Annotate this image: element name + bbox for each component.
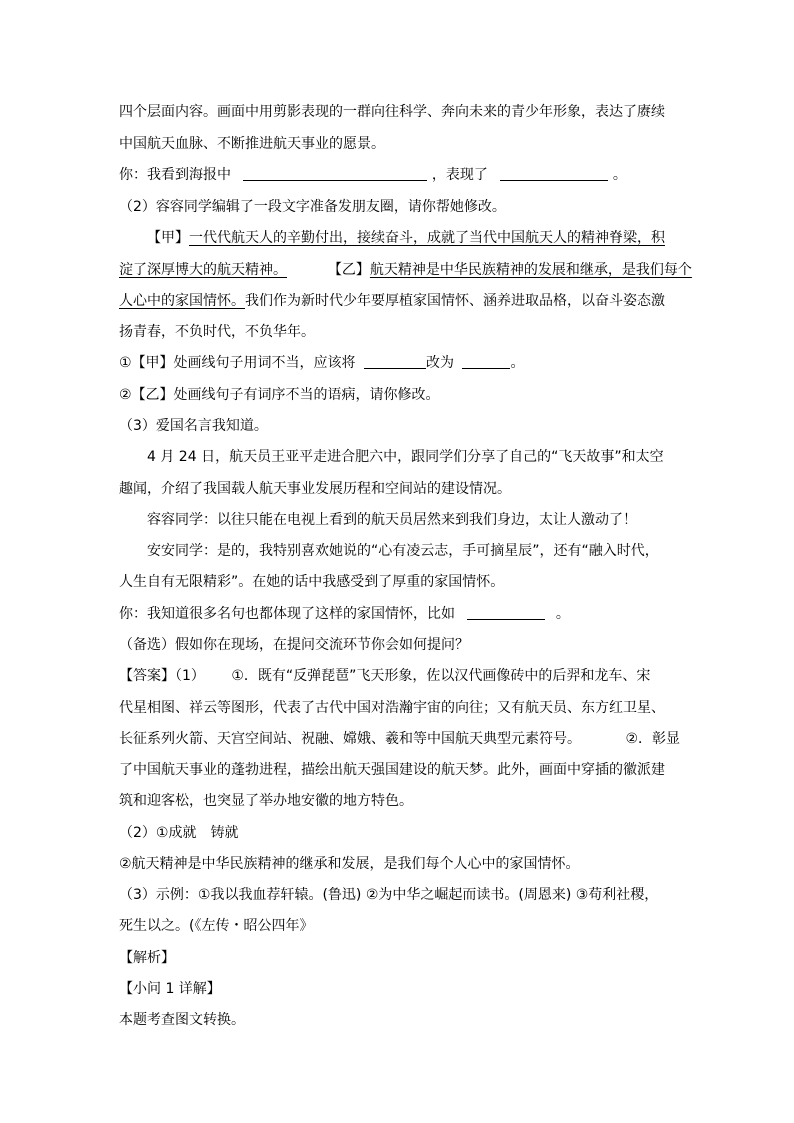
answer-line-1 (119, 666, 650, 686)
answer-1-line-3-tail: ②．彰显 (625, 731, 681, 747)
q3-heading: （3）爱国名言我知道。 (119, 418, 268, 434)
answer-2-line-1: （2）①成就 铸就 (119, 825, 239, 841)
yi-sentence-part-2: 人心中的家国情怀。 (119, 293, 245, 309)
intro-line-1: 四个层面内容。画面中用剪影表现的一群向往科学、奔向未来的青少年形象，表达了赓续 (119, 104, 665, 120)
quote-blank[interactable] (467, 605, 545, 620)
answer-3-line-2: 死生以之。(《左传・昭公四年》 (119, 918, 314, 934)
item1-blank-to[interactable] (462, 354, 510, 369)
q3-para-3-line-1: 安安同学：是的，我特别喜欢她说的“心有凌云志，手可摘星辰”，还有“融入时代， (147, 543, 659, 559)
q3-backup: （备选）假如你在现场，在提问交流环节你会如何提问？ (119, 637, 469, 653)
answer-1-line-2: 代星相图、祥云等图形，代表了古代中国对浩瀚宇宙的向往；又有航天员、东方红卫星、 (119, 700, 665, 716)
answer-1-lead: ①．既有“反弹琵琶”飞天形象，佐以汉代画像砖中的后羿和龙车、宋 (231, 668, 651, 684)
intro-you-mid: ，表现了 (431, 167, 488, 183)
yi-sentence-part-1: 航天精神是中华民族精神的发展和继承，是我们每个 (369, 262, 692, 278)
q2-item-2: ②【乙】处画线句子有词序不当的语病，请你修改。 (119, 387, 440, 403)
answer-2-line-2: ②航天精神是中华民族精神的继承和发展，是我们每个人心中的家国情怀。 (119, 856, 580, 872)
item1-blank-from[interactable] (364, 354, 426, 369)
answer-blank-1[interactable] (243, 166, 427, 181)
q2-heading: （2）容容同学编辑了一段文字准备发朋友圈，请你帮她修改。 (119, 199, 506, 215)
q2-jia-line-1 (147, 228, 665, 248)
analysis-sub: 【小问 1 详解】 (119, 981, 221, 997)
q2-item-1 (119, 353, 524, 373)
yi-tag: 【乙】 (327, 262, 370, 278)
q2-yi-line-2 (119, 291, 665, 311)
q3-para-1-line-2: 趣闻，介绍了我国载人航天事业发展历程和空间站的建设情况。 (119, 481, 511, 497)
q2-rest-line: 扬青春，不负时代，不负华年。 (119, 324, 315, 340)
q3-para-2: 容容同学：以往只能在电视上看到的航天员居然来到我们身边，太让人激动了！ (147, 512, 637, 528)
jia-tag: 【甲】 (147, 230, 189, 246)
answer-1-line-3-text: 长征系列火箭、天宫空间站、祝融、嫦娥、羲和等中国航天典型元素符号。 (119, 731, 581, 747)
jia-sentence-part-2: 淀了深厚博大的航天精神。 (119, 262, 287, 278)
intro-you-prefix: 你：我看到海报中 (119, 167, 231, 183)
answer-tag: 【答案】 (119, 668, 175, 684)
intro-answer-line (119, 165, 627, 185)
q2-jia-line-2 (119, 260, 692, 280)
q3-answer-line (119, 604, 570, 624)
item1-text-c: 。 (510, 355, 525, 371)
q3-para-1-line-1: 4 月 24 日，航天员王亚平走进合肥六中，跟同学们分享了自己的“飞天故事”和太空 (147, 449, 664, 465)
q3-you-prefix: 你：我知道很多名句也都体现了这样的家国情怀，比如 (119, 606, 455, 622)
answer-num-1: （1） (175, 668, 205, 684)
answer-1-line-4: 了中国航天事业的蓬勃进程，描绘出航天强国建设的航天梦。此外，画面中穿插的徽派建 (119, 762, 665, 778)
q3-you-end: 。 (555, 606, 570, 622)
intro-you-end: 。 (612, 167, 627, 183)
item1-text-a: ①【甲】处画线句子用词不当，应该将 (119, 355, 356, 371)
jia-sentence-part-1: 一代代航天人的辛勤付出，接续奋斗，成就了当代中国航天人的精神脊梁，积 (189, 230, 665, 246)
answer-1-line-5: 筑和迎客松，也突显了举办地安徽的地方特色。 (119, 793, 413, 809)
q2-rest-1: 我们作为新时代少年要厚植家国情怀、涵养进取品格，以奋斗姿态激 (245, 293, 665, 309)
answer-3-line-1: （3）示例：①我以我血荐轩辕。(鲁迅) ②为中华之崛起而读书。(周恩来) ③苟利社稷， (119, 887, 659, 903)
analysis-tag: 【解析】 (119, 950, 175, 966)
q3-para-3-line-2: 人生自有无限精彩”。在她的话中我感受到了厚重的家国情怀。 (119, 574, 505, 590)
item1-text-b: 改为 (426, 355, 455, 371)
answer-blank-2[interactable] (500, 166, 608, 181)
analysis-text: 本题考查图文转换。 (119, 1012, 245, 1028)
intro-line-2: 中国航天血脉、不断推进航天事业的愿景。 (119, 136, 385, 152)
answer-1-line-3 (119, 729, 680, 749)
